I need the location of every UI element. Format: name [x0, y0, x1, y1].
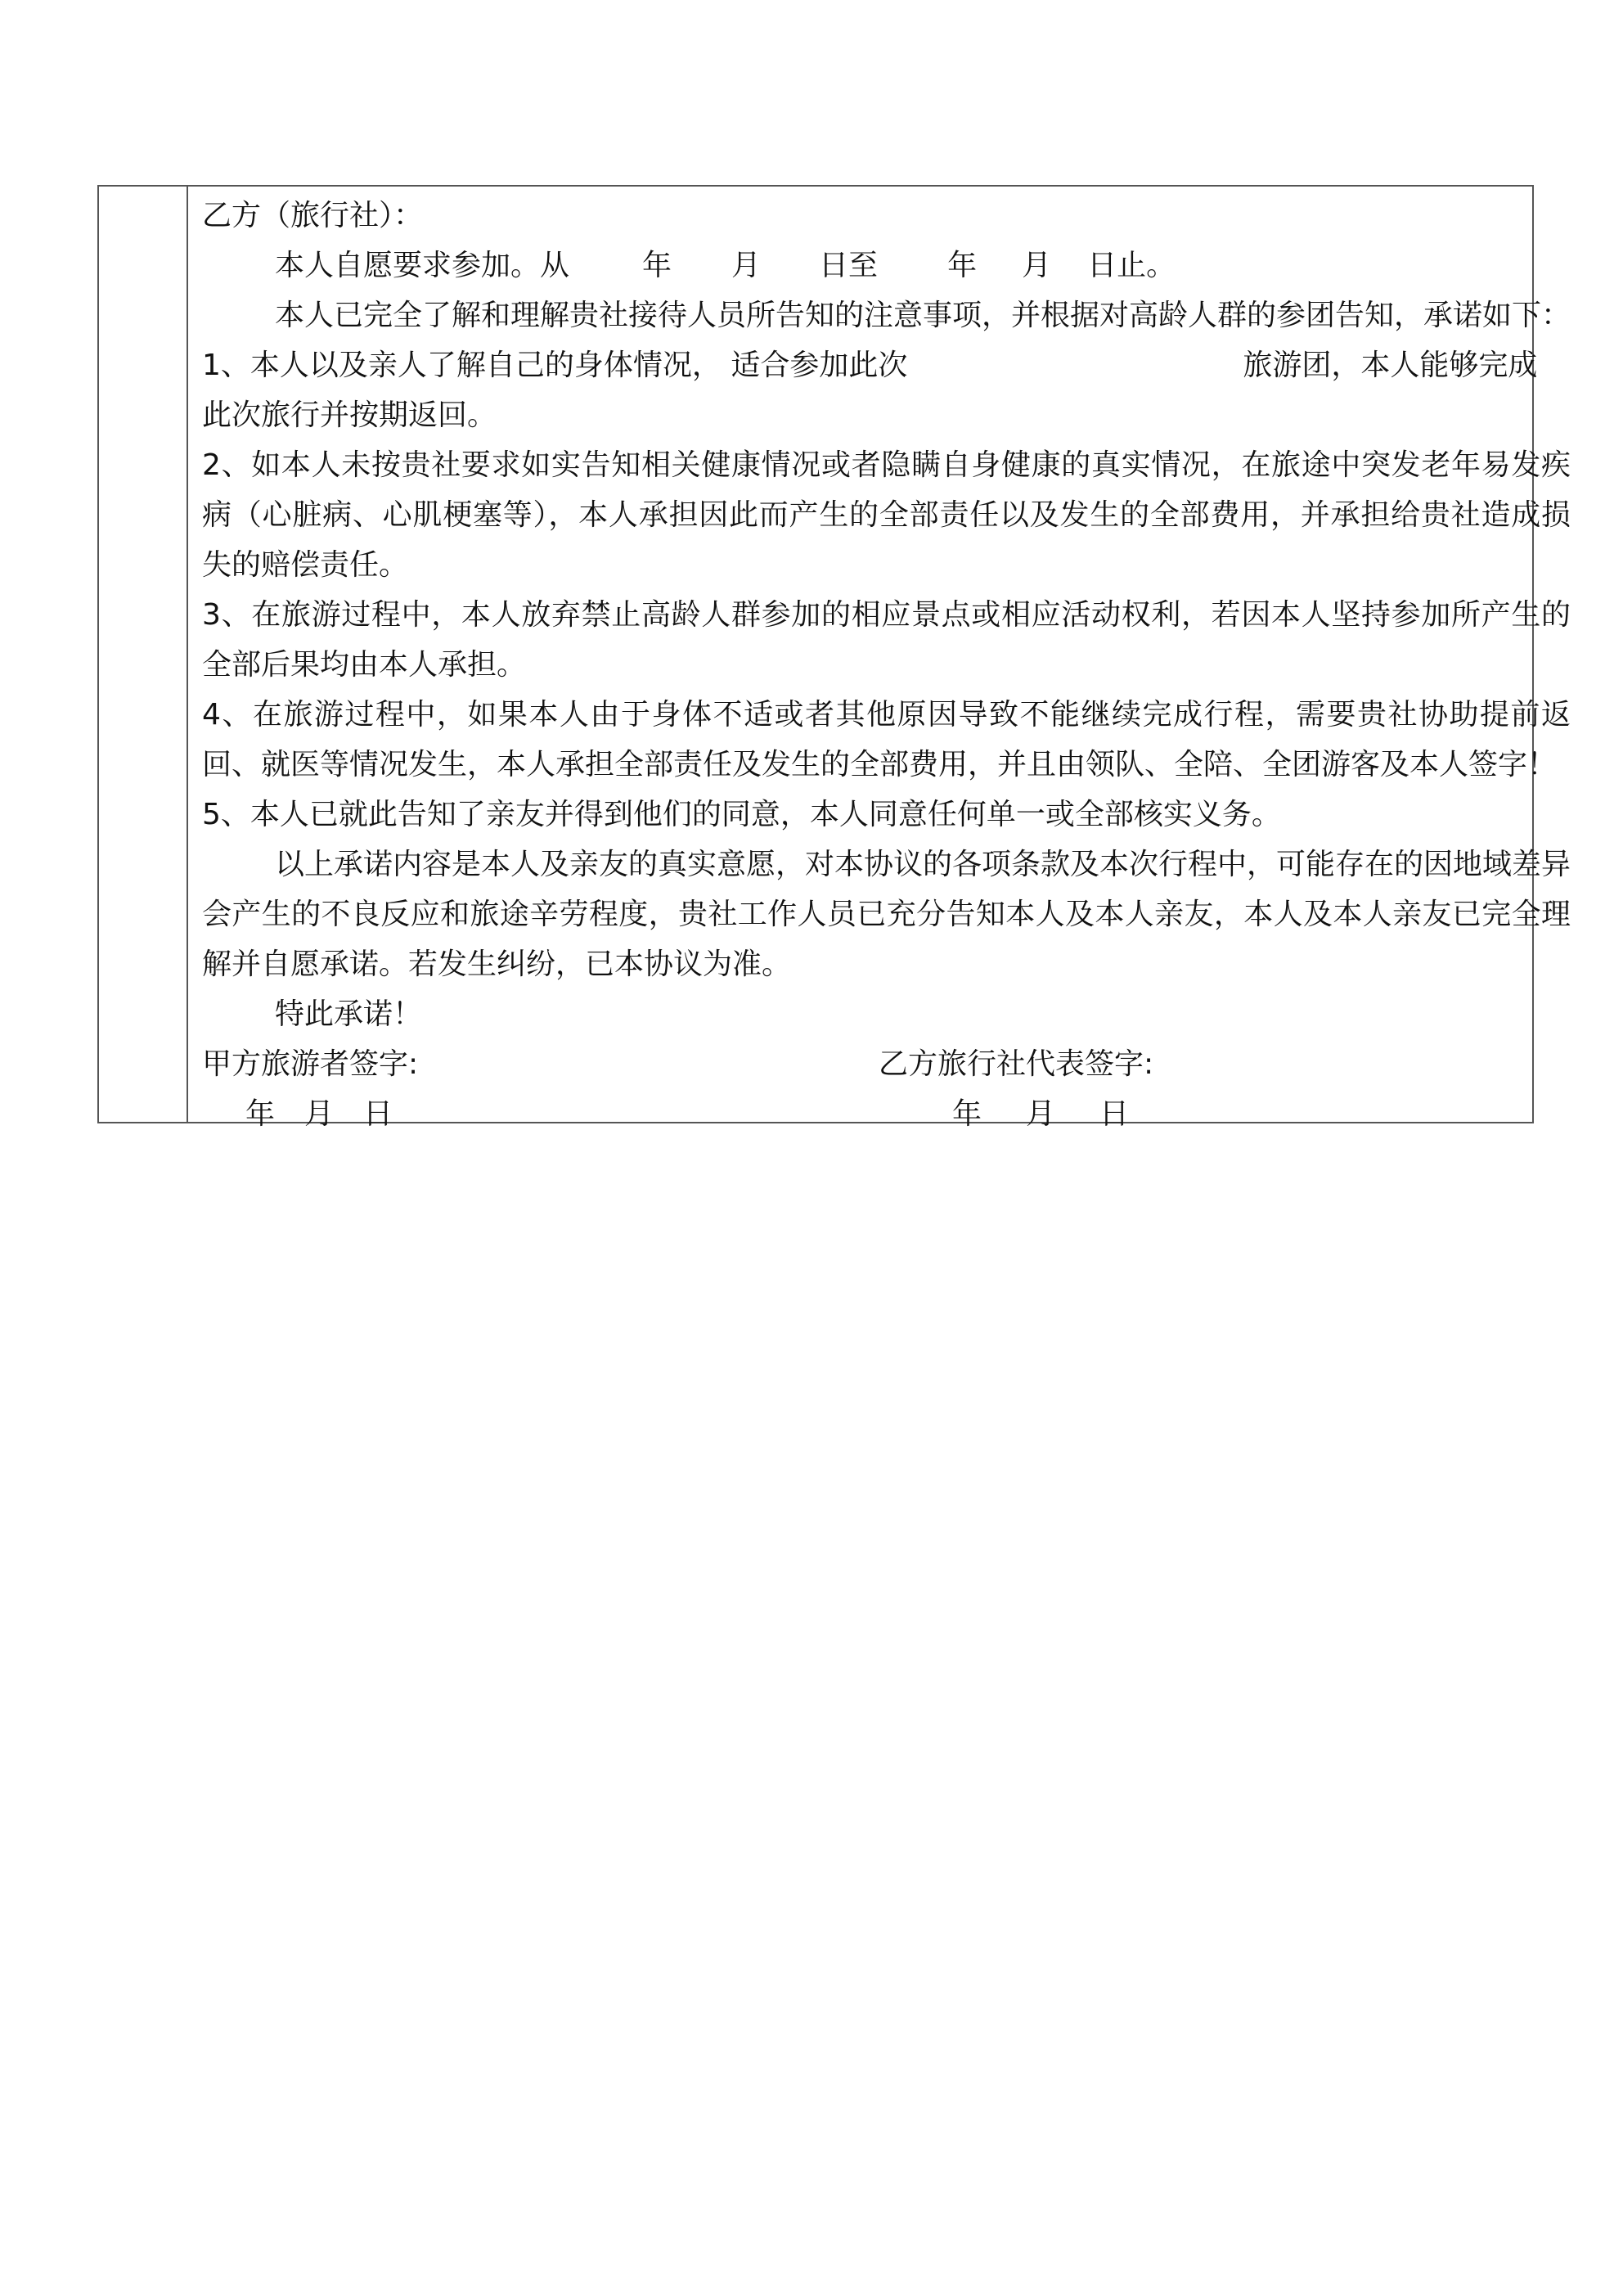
party-a-date: [202, 1089, 879, 1139]
label-column: [99, 187, 188, 1122]
voluntary-line: [202, 241, 1571, 290]
signature-row: [202, 1039, 1571, 1089]
end-day-label: 日止。: [1087, 249, 1176, 282]
party-a-signature-label: 甲方旅游者签字:: [202, 1047, 419, 1081]
item-1-after-blank: 旅游团，本人能够完成: [1243, 349, 1538, 382]
start-month-label: 月: [731, 249, 762, 282]
closing-paragraph: 以上承诺内容是本人及亲友的真实意愿，对本协议的各项条款及本次行程中，可能存在的因地域差异会产生的不良反应和旅途辛劳程度，贵社工作人员已充分告知本人及本人亲友，本人及本人亲友已完全理解并自愿承诺。若发生纠纷，已本协议为准。: [202, 848, 1571, 981]
party-b-heading: 乙方（旅行社）：: [202, 199, 424, 232]
end-year-label: 年: [947, 249, 978, 282]
pledge-line: 特此承诺！: [275, 997, 423, 1031]
end-month-label: 月: [1022, 249, 1052, 282]
item-1-line-1: [202, 340, 1571, 390]
party-a-day-label: 日: [363, 1097, 393, 1131]
party-b-signature-label: 乙方旅行社代表签字:: [879, 1047, 1154, 1081]
start-year-label: 年: [642, 249, 672, 282]
party-b-month-label: 月: [1026, 1097, 1056, 1131]
pledge-table: [97, 185, 1571, 1131]
content-column: [188, 187, 1579, 1131]
intro-paragraph: 本人已完全了解和理解贵社接待人员所告知的注意事项，并根据对高龄人群的参团告知，承诺如下：: [275, 299, 1571, 332]
item-5-paragraph: 5、本人已就此告知了亲友并得到他们的同意，本人同意任何单一或全部核实义务。: [202, 798, 1281, 831]
date-row: [202, 1089, 1571, 1139]
item-3-paragraph: 3、在旅游过程中，本人放弃禁止高龄人群参加的相应景点或相应活动权利，若因本人坚持参加所产生的全部后果均由本人承担。: [202, 598, 1571, 682]
start-day-to-label: 日至: [819, 249, 879, 282]
item-2-paragraph: 2、如本人未按贵社要求如实告知相关健康情况或者隐瞒自身健康的真实情况，在旅途中突发老年易发疾病（心脏病、心肌梗塞等），本人承担因此而产生的全部责任以及发生的全部费用，并承担给贵社造成损失的赔偿责任。: [202, 448, 1571, 582]
party-a-year-label: 年: [245, 1097, 276, 1131]
party-b-day-label: 日: [1099, 1097, 1130, 1131]
item-4-paragraph: 4、在旅游过程中，如果本人由于身体不适或者其他原因导致不能继续完成行程，需要贵社协助提前返回、就医等情况发生，本人承担全部责任及发生的全部费用，并且由领队、全陪、全团游客及本人签字！: [202, 698, 1571, 781]
voluntary-prefix: 本人自愿要求参加。从: [275, 249, 570, 282]
party-a-month-label: 月: [304, 1097, 335, 1131]
item-1-before-blank: 1、本人以及亲人了解自己的身体情况， 适合参加此次: [202, 349, 908, 382]
party-b-year-label: 年: [952, 1097, 982, 1131]
item-1-line-2: 此次旅行并按期返回。: [202, 398, 497, 432]
party-b-date: [879, 1089, 1129, 1139]
